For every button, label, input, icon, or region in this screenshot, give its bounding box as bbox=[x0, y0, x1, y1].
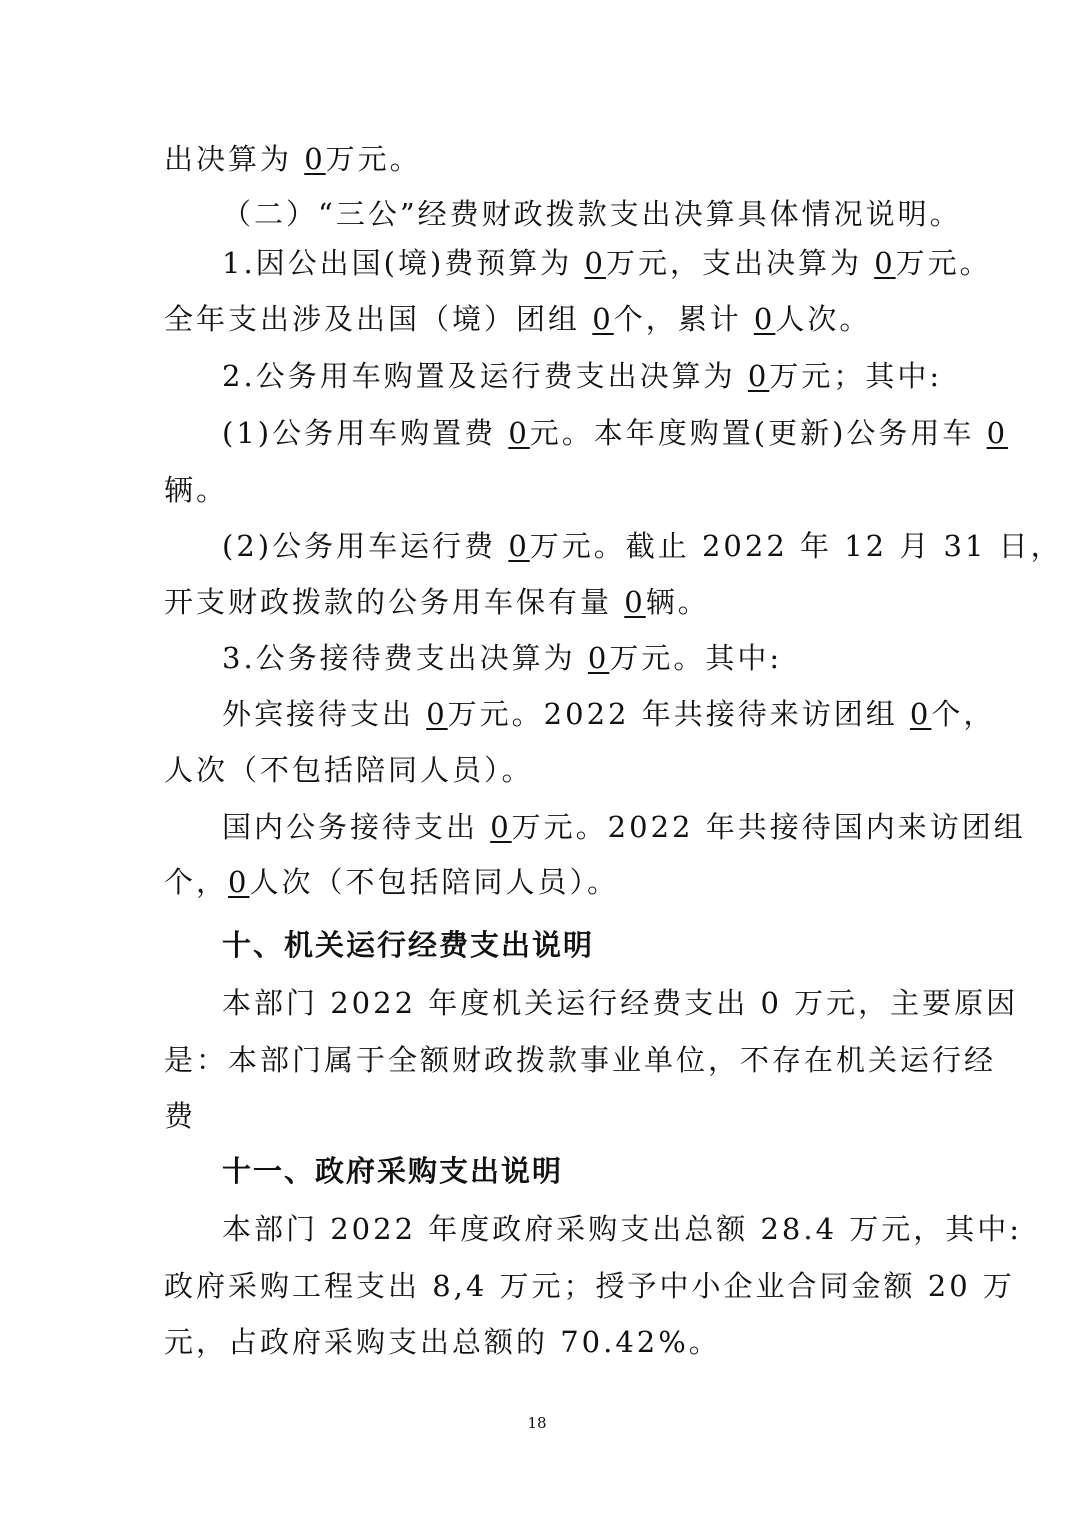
text-line: 出决算为 0万元。 bbox=[164, 142, 422, 176]
text-line: (2)公务用车运行费 0万元。截止 2022 年 12 月 31 日， bbox=[222, 529, 1063, 563]
text-line: 辆。 bbox=[164, 473, 229, 507]
section-heading: 十、机关运行经费支出说明 bbox=[222, 928, 595, 962]
underlined-value: 0 bbox=[228, 865, 250, 899]
underlined-value: 0 bbox=[874, 246, 896, 280]
text-line: 人次（不包括陪同人员）。 bbox=[164, 753, 534, 787]
text-line: 费 bbox=[164, 1099, 197, 1133]
underlined-value: 0 bbox=[508, 416, 530, 450]
underlined-value: 0 bbox=[747, 359, 770, 393]
text-line: 全年支出涉及出国（境）团组 0个，累计 0人次。 bbox=[164, 302, 872, 336]
text-line: (1)公务用车购置费 0元。本年度购置(更新)公务用车 0 bbox=[222, 416, 1009, 450]
text-line: 本部门 2022 年度政府采购支出总额 28.4 万元，其中: bbox=[222, 1212, 1023, 1246]
text-line: 3.公务接待费支出决算为 0万元。其中: bbox=[222, 641, 783, 675]
underlined-value: 0 bbox=[753, 302, 776, 336]
page-number: 18 bbox=[527, 1414, 547, 1432]
text-line: 开支财政拨款的公务用车保有量 0辆。 bbox=[164, 585, 710, 619]
subsection-title: （二）“三公”经费财政拨款支出决算具体情况说明。 bbox=[222, 197, 962, 231]
section-heading: 十一、政府采购支出说明 bbox=[222, 1154, 564, 1188]
underlined-value: 0 bbox=[909, 697, 932, 731]
underlined-value: 0 bbox=[592, 302, 614, 336]
text-line: 个，0人次（不包括陪同人员）。 bbox=[164, 865, 619, 899]
underlined-value: 0 bbox=[426, 697, 448, 731]
underlined-value: 0 bbox=[508, 529, 530, 563]
text-line: 外宾接待支出 0万元。2022 年共接待来访团组 0个， bbox=[222, 697, 996, 731]
text-line: 本部门 2022 年度机关运行经费支出 0 万元，主要原因 bbox=[222, 986, 1019, 1020]
text-line: 国内公务接待支出 0万元。2022 年共接待国内来访团组 bbox=[222, 810, 1026, 844]
text-line: 1.因公出国(境)费预算为 0万元，支出决算为 0万元。 bbox=[222, 246, 992, 280]
text-line: 政府采购工程支出 8,4 万元；授予中小企业合同金额 20 万 bbox=[164, 1269, 1015, 1303]
underlined-value: 0 bbox=[490, 810, 512, 844]
underlined-value: 0 bbox=[986, 416, 1009, 450]
underlined-value: 0 bbox=[624, 585, 646, 619]
underlined-value: 0 bbox=[304, 142, 326, 176]
underlined-value: 0 bbox=[584, 246, 606, 280]
text-line: 是：本部门属于全额财政拨款事业单位，不存在机关运行经 bbox=[164, 1043, 997, 1077]
text-line: 2.公务用车购置及运行费支出决算为 0万元；其中: bbox=[222, 359, 943, 393]
underlined-value: 0 bbox=[587, 641, 610, 675]
text-line: 元，占政府采购支出总额的 70.42%。 bbox=[164, 1325, 721, 1359]
